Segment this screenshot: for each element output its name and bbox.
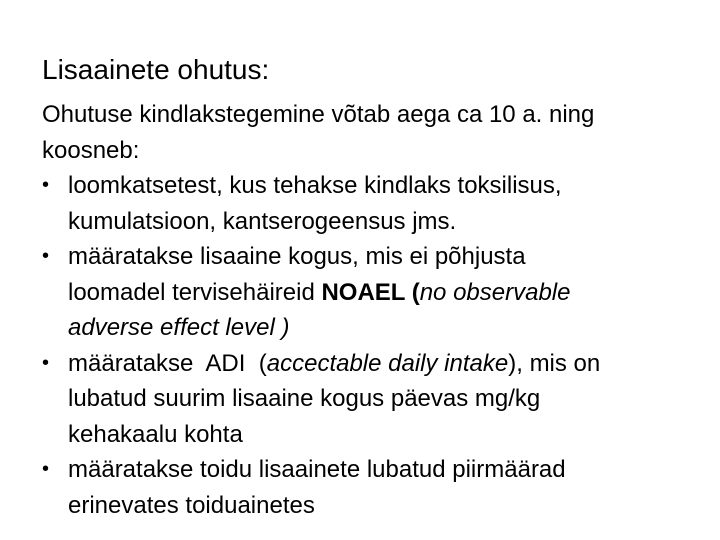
slide-title: Lisaainete ohutus:	[42, 54, 270, 85]
bullet-icon: •	[42, 351, 50, 374]
list-item	[42, 168, 702, 239]
intro-paragraph	[42, 97, 702, 168]
noael-term: NOAEL (	[321, 278, 420, 306]
item2-line-2-text: loomadel tervisehäireid	[68, 278, 322, 306]
adi-definition: accectable daily intake	[266, 349, 509, 377]
bullet-icon: •	[42, 174, 50, 196]
noael-definition-start: no observable	[419, 278, 571, 306]
bullet-icon: •	[42, 458, 50, 480]
item2-line-1: määratakse lisaaine kogus, mis ei põhjusta	[68, 243, 526, 270]
item1-line-1: loomkatsetest, kus tehakse kindlaks toksilisus,	[68, 172, 562, 199]
item4-line-1: määratakse toidu lisaainete lubatud piirmäärad	[68, 456, 566, 483]
list-item	[42, 452, 702, 523]
item1-line-2: kumulatsioon, kantserogeensus jms.	[68, 207, 457, 235]
list-item	[42, 239, 702, 346]
item2-line-2	[68, 275, 702, 311]
item4-line-2: erinevates toiduainetes	[68, 491, 315, 519]
item3-line-1-end: ), mis on	[508, 349, 601, 377]
intro-line-2: koosneb:	[42, 136, 140, 164]
item3-line-1	[68, 346, 702, 382]
item3-line-2: lubatud suurim lisaaine kogus päevas mg/kg	[68, 385, 541, 412]
item2-line-3: adverse effect level )	[68, 314, 290, 341]
intro-line-1: Ohutuse kindlakstegemine võtab aega ca 10 a. ning	[42, 101, 595, 128]
list-item	[42, 346, 702, 453]
bullet-icon: •	[42, 245, 50, 267]
slide-content	[42, 97, 702, 523]
item3-line-3: kehakaalu kohta	[68, 420, 243, 448]
item3-line-1-text: määratakse ADI (	[68, 349, 267, 377]
